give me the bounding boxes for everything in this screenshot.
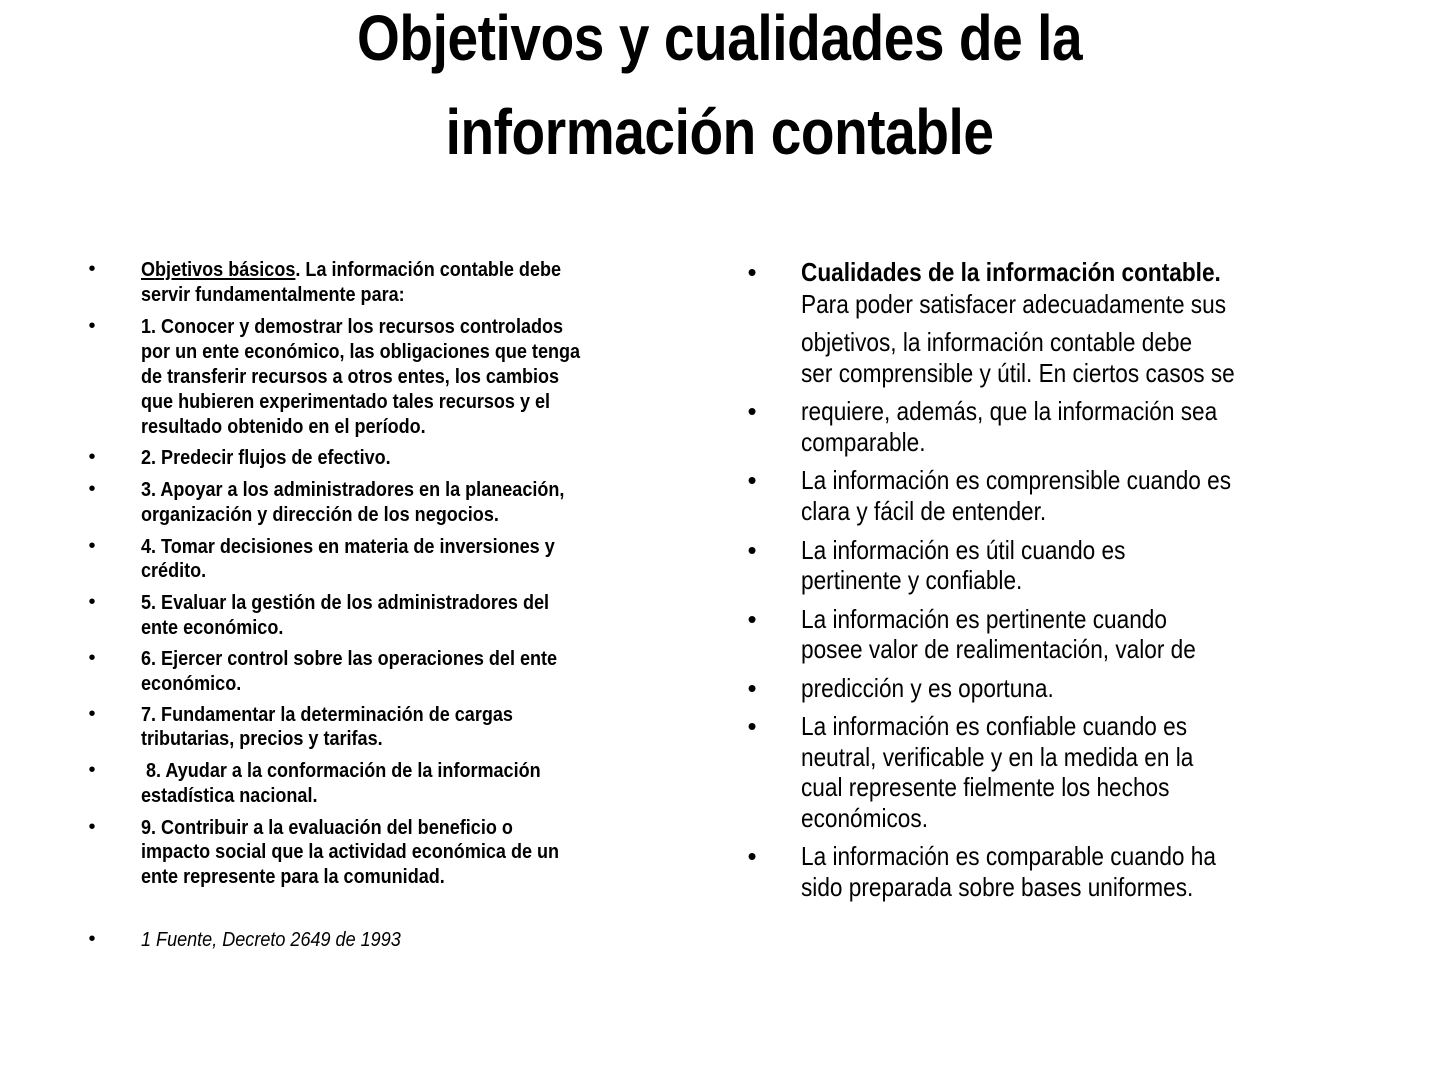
list-item-line	[801, 606, 1222, 632]
list-item-line	[141, 729, 416, 750]
bullet-icon: •	[88, 703, 96, 725]
line-text: que hubieren experimentado tales recursos y el	[141, 390, 551, 413]
line-text: 4. Tomar decisiones en materia de inversiones y	[141, 535, 555, 558]
line-text: La información es pertinente cuando	[801, 604, 1167, 634]
cualidades-heading	[801, 259, 1284, 285]
slide-title-line-1	[0, 2, 1440, 74]
list-item-line	[141, 505, 548, 526]
bullet-icon: •	[88, 759, 96, 781]
bullet-icon: •	[88, 647, 96, 669]
list-item-line	[141, 786, 342, 807]
source-note-line	[141, 930, 436, 951]
line-text: estadística nacional.	[141, 784, 318, 807]
bullet-icon: •	[88, 816, 96, 838]
list-item-line	[801, 843, 1278, 869]
line-text: 1. Conocer y demostrar los recursos controlados	[141, 315, 564, 338]
line-text: organización y dirección de los negocios.	[141, 503, 499, 526]
bullet-icon: •	[88, 591, 96, 613]
line-text: posee valor de realimentación, valor de	[801, 634, 1196, 664]
list-item-line	[141, 392, 606, 413]
list-item-line	[141, 705, 564, 726]
line-text: ente represente para la comunidad.	[141, 865, 445, 888]
line-text: económico.	[141, 672, 242, 695]
list-item-line	[141, 317, 621, 338]
line-text: pertinente y confiable.	[801, 565, 1023, 595]
bullet-icon: •	[88, 446, 96, 468]
line-text: servir fundamentalmente para:	[141, 283, 405, 306]
bullet-icon: •	[747, 396, 757, 426]
list-item-line	[801, 291, 1290, 317]
line-text: 3. Apoyar a los administradores en la planeación,	[141, 478, 565, 501]
list-item-line	[801, 498, 1083, 524]
slide-title-text-2: información contable	[446, 96, 994, 168]
line-text: por un ente económico, las obligaciones que tenga	[141, 340, 581, 363]
list-item-line	[801, 744, 1252, 770]
line-text: La información es comprensible cuando es	[801, 465, 1232, 495]
line-text: 5. Evaluar la gestión de los administradores del	[141, 591, 550, 614]
line-text: de transferir recursos a otros entes, los cambios	[141, 365, 560, 388]
list-item-line	[801, 467, 1295, 493]
list-item-line	[141, 561, 215, 582]
line-text: neutral, verificable y en la medida en la	[801, 742, 1194, 772]
line-text: 2. Predecir flujos de efectivo.	[141, 446, 391, 469]
line-text: La información es confiable cuando es	[801, 711, 1188, 741]
line-text: 7. Fundamentar la determinación de cargas	[141, 703, 513, 726]
list-item-line	[141, 537, 611, 558]
bullet-icon: •	[747, 257, 757, 287]
list-item-line	[801, 713, 1245, 739]
list-item-line	[801, 329, 1251, 355]
list-item-line	[141, 260, 618, 281]
list-item-line	[801, 805, 947, 831]
line-text: 6. Ejercer control sobre las operaciones del ente	[141, 647, 558, 670]
list-item-line	[801, 537, 1174, 563]
line-text: predicción y es oportuna.	[801, 673, 1054, 703]
line-text: clara y fácil de entender.	[801, 496, 1047, 526]
line-text: ente económico.	[141, 616, 284, 639]
list-item-line	[801, 360, 1300, 386]
list-item-line	[141, 593, 605, 614]
list-item-line	[141, 480, 622, 501]
line-text: económicos.	[801, 803, 928, 833]
list-item-line	[141, 448, 425, 469]
line-text: objetivos, la información contable debe	[801, 327, 1193, 357]
list-item-line	[141, 842, 616, 863]
bullet-icon: •	[747, 535, 757, 565]
list-item-line	[801, 675, 1092, 701]
line-text: Para poder satisfacer adecuadamente sus	[801, 289, 1227, 319]
list-item-line	[141, 818, 564, 839]
line-text: La información es comparable cuando ha	[801, 841, 1216, 871]
bullet-icon: •	[747, 673, 757, 703]
list-item-line	[141, 367, 616, 388]
list-item-line	[141, 867, 486, 888]
list-item-line	[141, 285, 441, 306]
list-item-line	[801, 874, 1252, 900]
bullet-icon: •	[747, 465, 757, 495]
bullet-icon: •	[88, 478, 96, 500]
lead-rest: . La información contable debe	[295, 258, 562, 281]
line-text: impacto social que la actividad económica de un	[141, 840, 560, 863]
list-item-line	[141, 618, 303, 639]
list-item-line	[141, 674, 255, 695]
bullet-icon: •	[747, 604, 757, 634]
line-text: resultado obtenido en el período.	[141, 415, 426, 438]
slide-title-line-2	[0, 96, 1440, 168]
source-note-text: 1 Fuente, Decreto 2649 de 1993	[141, 928, 401, 951]
list-item-line	[141, 342, 640, 363]
lead-line	[141, 260, 561, 281]
line-text: requiere, además, que la información sea	[801, 396, 1218, 426]
line-text: comparable.	[801, 427, 926, 457]
line-text: La información es útil cuando es	[801, 535, 1126, 565]
line-text: crédito.	[141, 559, 207, 582]
list-item-line	[801, 774, 1224, 800]
list-item-line	[141, 761, 595, 782]
list-item-line	[801, 636, 1255, 662]
line-text: sido preparada sobre bases uniformes.	[801, 872, 1194, 902]
line-text: 9. Contribuir a la evaluación del beneficio o	[141, 816, 513, 839]
list-item-line	[801, 429, 944, 455]
line-text: cual represente fielmente los hechos	[801, 772, 1170, 802]
bullet-icon: •	[88, 258, 96, 280]
slide-title-text-1: Objetivos y cualidades de la	[357, 2, 1083, 74]
bullet-icon: •	[747, 711, 757, 741]
bullet-icon: •	[88, 535, 96, 557]
list-item-line	[141, 649, 614, 670]
bullet-icon: •	[747, 841, 757, 871]
line-text: ser comprensible y útil. En ciertos casos se	[801, 358, 1235, 388]
bullet-icon: •	[88, 928, 96, 950]
line-text: 8. Ayudar a la conformación de la información	[141, 759, 541, 782]
list-item-line	[141, 417, 464, 438]
bullet-icon: •	[88, 315, 96, 337]
heading-text: Cualidades de la información contable.	[801, 257, 1221, 287]
list-item-line	[801, 398, 1279, 424]
objetivos-basicos-heading: Objetivos básicos	[141, 258, 296, 281]
line-text: tributarias, precios y tarifas.	[141, 727, 383, 750]
list-item-line	[801, 567, 1055, 593]
